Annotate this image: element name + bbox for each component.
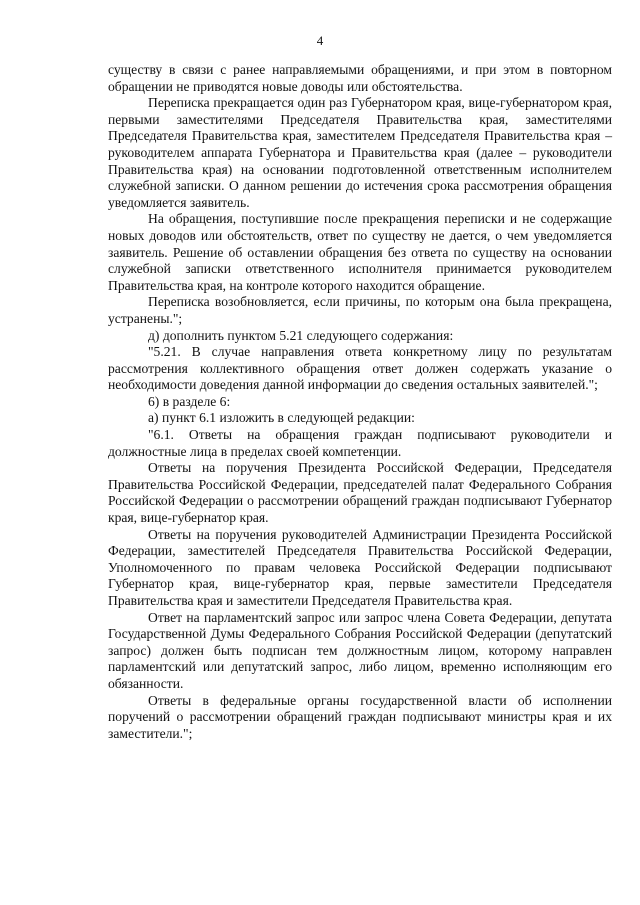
paragraph: д) дополнить пунктом 5.21 следующего содержания: xyxy=(148,327,454,343)
paragraph: существу в связи с ранее направляемыми обращениями, и при этом в повторном обращении не приводятся новые доводы или обстоятельства. xyxy=(108,62,612,94)
paragraph: "6.1. Ответы на обращения граждан подписывают руководители и должностные лица в пределах своей компетенции. xyxy=(108,427,612,459)
paragraph: Ответы на поручения Президента Российской Федерации, Председателя Правительства Российской Федерации, председателей палат Федерального Собрания Российской Федерации о рассмотрении обращений граждан подписывают Губернатор края, вице-губернатор края. xyxy=(108,460,612,526)
paragraph: Ответы в федеральные органы государственной власти об исполнении поручений о рассмотрении обращений граждан подписывают министры края и их заместители."; xyxy=(108,692,612,741)
paragraph: Переписка возобновляется, если причины, по которым она была прекращена, устранены."; xyxy=(108,294,612,326)
paragraph: Ответ на парламентский запрос или запрос члена Совета Федерации, депутата Государственной Думы Федерального Собрания Российской Федерации (депутатский запрос) должен быть подписан тем должностным лицом, которому направлен парламентский или депутатский запрос, либо лицом, временно исполняющим его обязанности. xyxy=(108,609,612,691)
paragraph: 6) в разделе 6: xyxy=(148,393,231,409)
document-body xyxy=(108,62,612,742)
paragraph: Ответы на поручения руководителей Администрации Президента Российской Федерации, заместителей Председателя Правительства Российской Федерации, Уполномоченного по правам человека Российской Федерации подписывают Губернатор края, вице-губернатор края, первые заместители Председателя Правительства края и заместители Председателя Правительства края. xyxy=(108,526,612,608)
paragraph: "5.21. В случае направления ответа конкретному лицу по результатам рассмотрения коллективного обращения ответ должен содержать указание о необходимости доведения данной информации до сведения остальных заявителей."; xyxy=(108,344,612,393)
paragraph: а) пункт 6.1 изложить в следующей редакции: xyxy=(148,410,415,426)
page-number: 4 xyxy=(316,33,324,48)
paragraph: На обращения, поступившие после прекращения переписки и не содержащие новых доводов или обстоятельств, ответ по существу не дается, о чем уведомляется заявитель. Решение об оставлении обращения без ответа по существу на основании служебной записки ответственного исполнителя принимается руководителем Правительства края, на контроле которого находится обращение. xyxy=(108,211,612,293)
paragraph: Переписка прекращается один раз Губернатором края, вице-губернатором края, первыми заместителями Председателя Правительства края, заместителями Председателя Правительства края, заместителем Председателя Правительства края – руководителем аппарата Губернатора и Правительства края (далее – руководители Правительства края) на основании подготовленной ответственным исполнителем служебной записки. О данном решении до истечения срока рассмотрения обращения уведомляется заявитель. xyxy=(108,95,612,210)
